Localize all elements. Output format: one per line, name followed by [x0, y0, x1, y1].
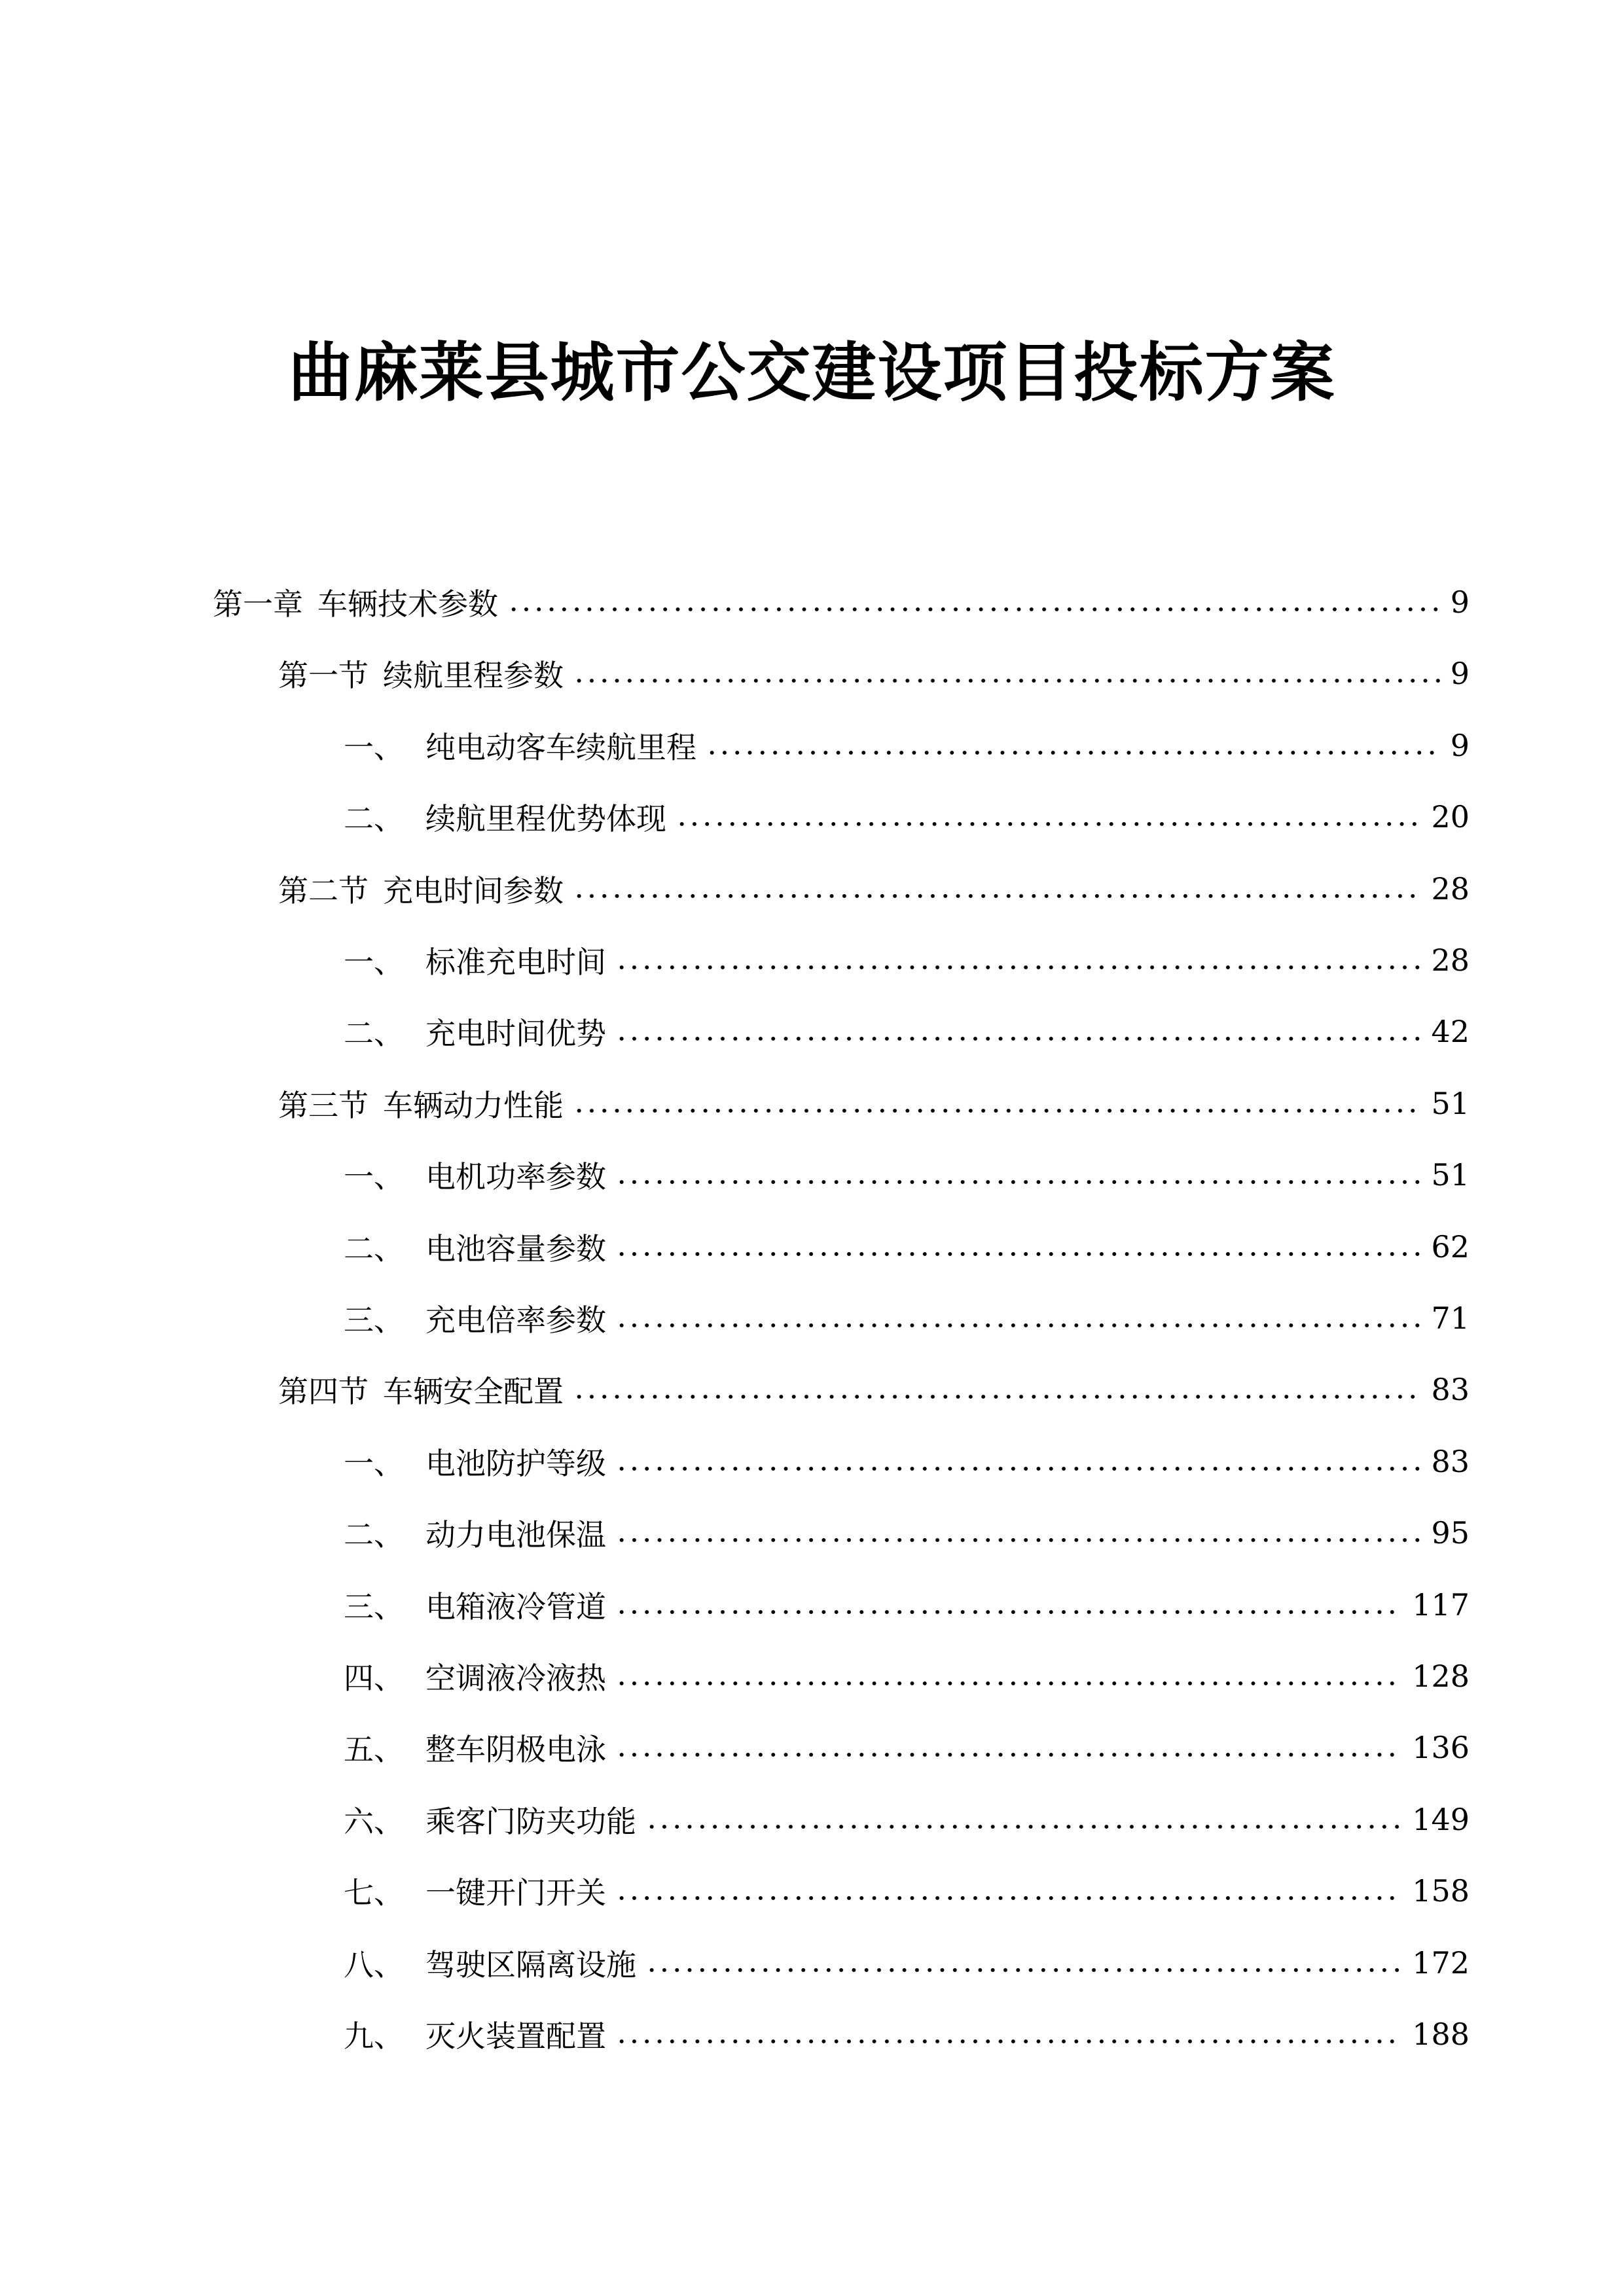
toc-entry[interactable] [344, 1793, 1470, 1846]
toc-entry-page-number: 172 [1412, 1945, 1470, 1981]
toc-entry-page-number: 158 [1412, 1873, 1470, 1909]
toc-entry[interactable] [344, 1721, 1470, 1774]
toc-entry-number: 一、 [344, 944, 404, 980]
toc-dot-leader [645, 1968, 1403, 1972]
toc-entry-number: 一、 [344, 729, 404, 765]
toc-entry-page-number: 51 [1431, 1157, 1470, 1193]
toc-entry-label: 整车阴极电泳 [425, 1732, 606, 1768]
toc-entry[interactable] [278, 647, 1470, 700]
toc-entry-label: 续航里程参数 [383, 658, 564, 694]
toc-entry-number: 第一节 [278, 658, 369, 694]
toc-entry-number: 第二节 [278, 872, 369, 908]
toc-entry-label: 电池防护等级 [425, 1445, 606, 1481]
toc-entry[interactable] [278, 863, 1470, 915]
toc-dot-leader [573, 894, 1422, 898]
toc-entry-number: 二、 [344, 1230, 404, 1266]
toc-entry-page-number: 9 [1450, 656, 1470, 692]
toc-dot-leader [615, 1252, 1422, 1256]
toc-entry-number: 第三节 [278, 1087, 369, 1123]
toc-entry[interactable] [344, 1937, 1470, 1989]
toc-entry[interactable] [344, 2008, 1470, 2060]
toc-entry-page-number: 62 [1431, 1229, 1470, 1265]
toc-entry-number: 三、 [344, 1302, 404, 1338]
toc-dot-leader [615, 1467, 1422, 1471]
toc-entry-number: 六、 [344, 1803, 404, 1839]
toc-entry-page-number: 136 [1412, 1730, 1470, 1766]
toc-entry-page-number: 20 [1431, 799, 1470, 835]
toc-entry-label: 纯电动客车续航里程 [425, 729, 696, 765]
toc-entry[interactable] [344, 934, 1470, 986]
toc-entry-number: 三、 [344, 1588, 404, 1624]
toc-entry[interactable] [344, 1435, 1470, 1488]
toc-entry-label: 续航里程优势体现 [425, 801, 666, 837]
toc-dot-leader [573, 679, 1441, 683]
toc-entry-page-number: 83 [1431, 1372, 1470, 1408]
toc-entry-label: 充电时间参数 [383, 872, 564, 908]
toc-dot-leader [645, 1825, 1403, 1829]
toc-dot-leader [573, 1109, 1422, 1113]
toc-entry[interactable] [213, 576, 1470, 628]
toc-entry-label: 车辆动力性能 [383, 1087, 564, 1123]
toc-entry-number: 五、 [344, 1732, 404, 1768]
toc-entry-label: 车辆技术参数 [317, 586, 498, 622]
toc-entry-number: 九、 [344, 2018, 404, 2054]
document-title: 曲麻莱县城市公交建设项目投标方案 [288, 336, 1336, 410]
toc-entry[interactable] [278, 1077, 1470, 1130]
toc-dot-leader [615, 1180, 1422, 1184]
toc-entry-page-number: 71 [1431, 1300, 1470, 1336]
toc-entry-label: 一键开门开关 [425, 1875, 606, 1911]
toc-entry[interactable] [344, 1579, 1470, 1631]
toc-entry-number: 二、 [344, 801, 404, 837]
toc-entry-page-number: 42 [1431, 1014, 1470, 1050]
toc-entry[interactable] [278, 1363, 1470, 1416]
toc-entry-label: 空调液冷液热 [425, 1660, 606, 1696]
toc-dot-leader [615, 1538, 1422, 1542]
toc-entry[interactable] [344, 1650, 1470, 1702]
toc-entry-label: 标准充电时间 [425, 944, 606, 980]
toc-dot-leader [615, 1610, 1403, 1614]
toc-entry-label: 车辆安全配置 [383, 1374, 564, 1410]
toc-entry-label: 动力电池保温 [425, 1517, 606, 1553]
toc-entry-page-number: 188 [1412, 2017, 1470, 2052]
toc-dot-leader [615, 1037, 1422, 1041]
toc-entry-number: 七、 [344, 1875, 404, 1911]
toc-entry[interactable] [344, 1221, 1470, 1273]
toc-dot-leader [676, 822, 1422, 826]
toc-entry-number: 第四节 [278, 1374, 369, 1410]
toc-entry-page-number: 28 [1431, 942, 1470, 978]
toc-entry[interactable] [344, 1292, 1470, 1344]
toc-entry[interactable] [344, 791, 1470, 843]
toc-entry-label: 充电倍率参数 [425, 1302, 606, 1338]
toc-entry-label: 充电时间优势 [425, 1016, 606, 1052]
toc-dot-leader [507, 607, 1441, 611]
toc-entry[interactable] [344, 1149, 1470, 1201]
toc-entry-number: 二、 [344, 1016, 404, 1052]
toc-entry-page-number: 95 [1431, 1515, 1470, 1551]
toc-entry-number: 二、 [344, 1517, 404, 1553]
toc-entry-label: 电池容量参数 [425, 1230, 606, 1266]
toc-dot-leader [573, 1395, 1422, 1399]
toc-entry-page-number: 28 [1431, 870, 1470, 906]
toc-entry-number: 八、 [344, 1946, 404, 1982]
toc-entry-page-number: 128 [1412, 1659, 1470, 1694]
toc-dot-leader [706, 751, 1441, 755]
toc-dot-leader [615, 965, 1422, 969]
toc-entry-page-number: 117 [1412, 1587, 1470, 1623]
toc-entry-page-number: 149 [1412, 1801, 1470, 1837]
toc-dot-leader [615, 1753, 1403, 1757]
toc-entry[interactable] [344, 719, 1470, 772]
toc-entry-number: 一、 [344, 1445, 404, 1481]
toc-entry-number: 四、 [344, 1660, 404, 1696]
toc-entry[interactable] [344, 1865, 1470, 1917]
toc-entry-label: 乘客门防夹功能 [425, 1803, 636, 1839]
toc-entry-page-number: 9 [1450, 727, 1470, 763]
toc-entry-label: 电机功率参数 [425, 1159, 606, 1195]
toc-entry-page-number: 9 [1450, 584, 1470, 620]
toc-entry[interactable] [344, 1507, 1470, 1559]
toc-dot-leader [615, 1681, 1403, 1685]
toc-entry-page-number: 83 [1431, 1443, 1470, 1479]
toc-entry-number: 一、 [344, 1159, 404, 1195]
toc-entry-number: 第一章 [213, 586, 303, 622]
toc-entry-page-number: 51 [1431, 1085, 1470, 1121]
toc-entry-label: 驾驶区隔离设施 [425, 1946, 636, 1982]
toc-entry[interactable] [344, 1005, 1470, 1058]
toc-entry-label: 电箱液冷管道 [425, 1588, 606, 1624]
toc-dot-leader [615, 1896, 1403, 1900]
toc-entry-label: 灭火装置配置 [425, 2018, 606, 2054]
toc-dot-leader [615, 2039, 1403, 2043]
toc-dot-leader [615, 1323, 1422, 1327]
